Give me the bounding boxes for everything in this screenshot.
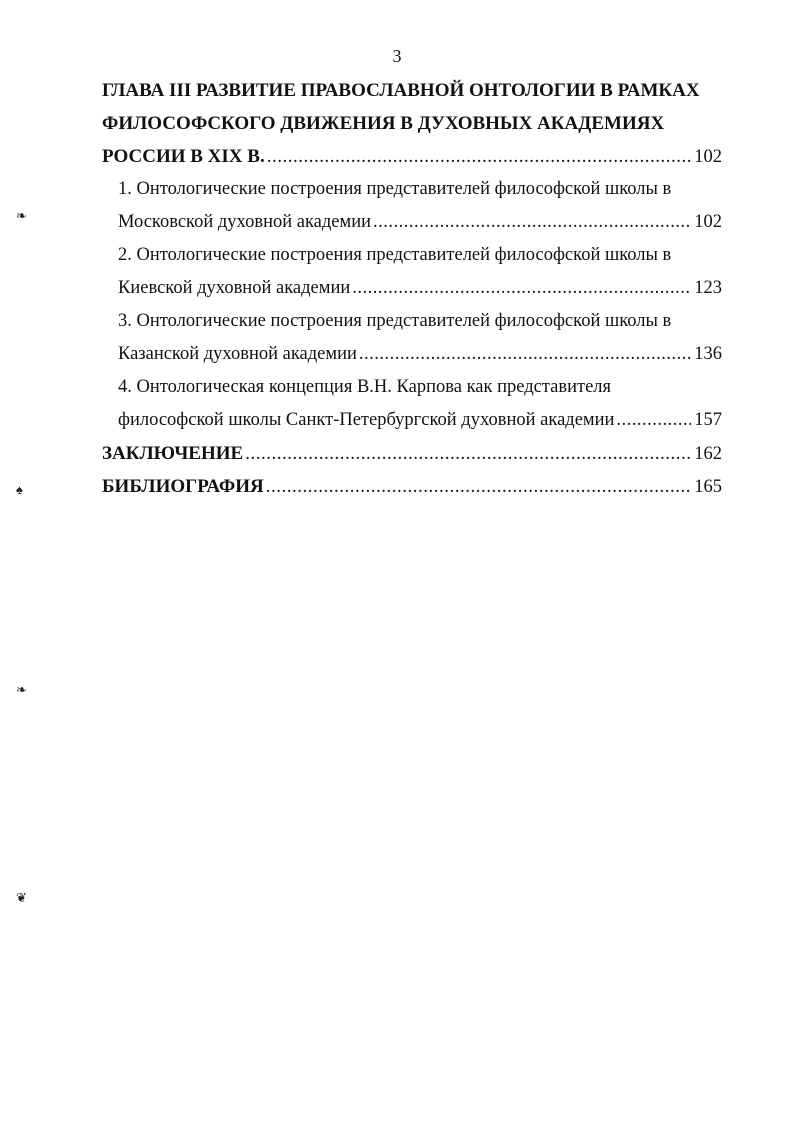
section3-line2: Казанской духовной академии [118,344,357,364]
chapter3-page: 102 [694,147,722,167]
section1-line1: 1. Онтологические построения представителей философской школы в [118,179,672,199]
scan-mark-2: ♠ [16,482,23,497]
section2-entry[interactable] [102,272,722,305]
dot-leader [266,470,691,503]
chapter3-title-line2: ФИЛОСОФСКОГО ДВИЖЕНИЯ В ДУХОВНЫХ АКАДЕМИЯХ [102,113,665,134]
bibliography-page: 165 [694,477,722,497]
conclusion-label: ЗАКЛЮЧЕНИЕ [102,443,244,464]
section1-line2: Московской духовной академии [118,212,372,232]
section3-line1: 3. Онтологические построения представителей философской школы в [118,311,672,331]
dot-leader [267,140,692,173]
dot-leader [352,272,691,305]
dot-leader [373,206,691,239]
scan-mark-4: ❦ [16,890,27,905]
chapter3-title-line3: РОССИИ В XIX В. [102,146,265,167]
dot-leader [359,338,691,371]
dot-leader [616,404,691,437]
section4-line1: 4. Онтологическая концепция В.Н. Карпова как представителя [118,377,612,397]
section4-page: 157 [694,410,722,430]
section4-line2: философской школы Санкт-Петербургской духовной академии [118,410,615,430]
section1-entry[interactable] [102,206,722,239]
page-number: 3 [392,46,402,66]
section2-line2: Киевской духовной академии [118,278,351,298]
chapter3-entry[interactable] [102,140,722,173]
table-of-contents [102,74,722,503]
section3-page: 136 [694,344,722,364]
dot-leader [245,437,691,470]
conclusion-page: 162 [694,444,722,464]
section2-line1: 2. Онтологические построения представителей философской школы в [118,245,672,265]
section2-page: 123 [694,278,722,298]
bibliography-entry[interactable] [102,470,722,503]
section4-entry[interactable] [102,404,722,437]
conclusion-entry[interactable] [102,437,722,470]
section1-page: 102 [694,212,722,232]
chapter3-title-line1: ГЛАВА III РАЗВИТИЕ ПРАВОСЛАВНОЙ ОНТОЛОГИИ В РАМКАХ [102,80,700,101]
bibliography-label: БИБЛИОГРАФИЯ [102,476,264,497]
scan-mark-3: ❧ [16,682,27,697]
section3-entry[interactable] [102,338,722,371]
scan-mark-1: ❧ [16,208,27,223]
